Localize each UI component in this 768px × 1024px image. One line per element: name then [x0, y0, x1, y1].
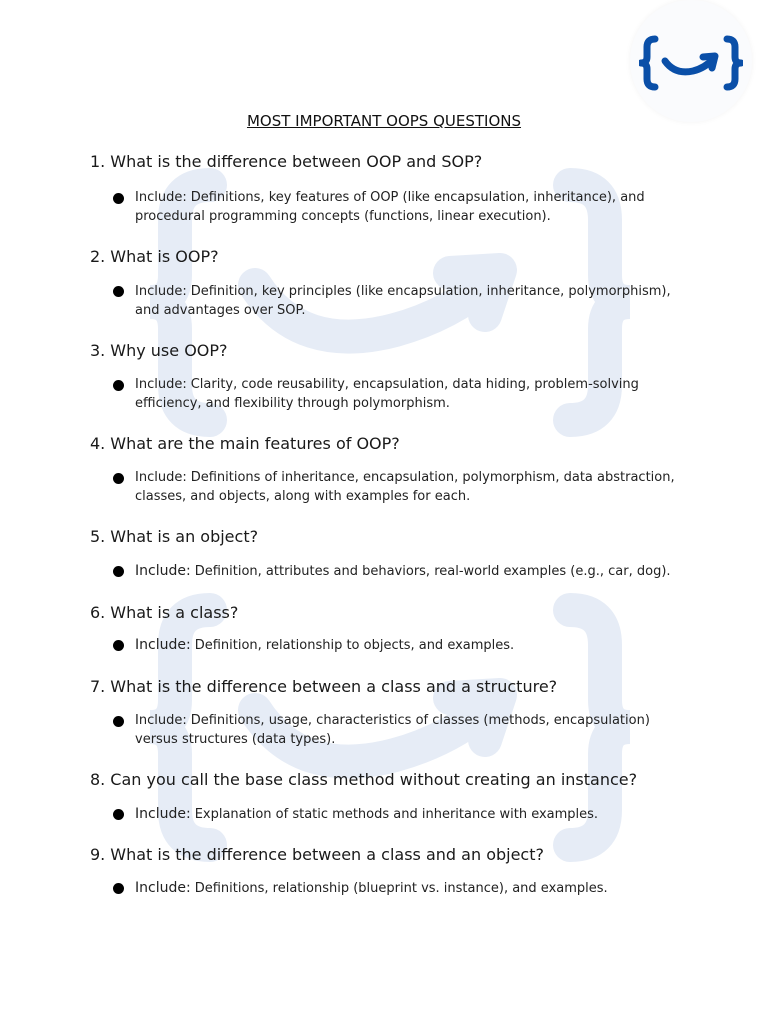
include-label: Include:: [135, 880, 191, 896]
detail-text: Explanation of static methods and inheritance with examples.: [194, 807, 599, 822]
bullet-icon: [113, 716, 124, 727]
question-detail: [135, 805, 695, 824]
question-text: Can you call the base class method without creating an instance?: [110, 770, 638, 789]
bullet-icon: [113, 193, 124, 204]
question-text: Why use OOP?: [110, 341, 228, 360]
bullet-icon: [113, 380, 124, 391]
include-label: Include:: [135, 377, 187, 392]
include-label: Include:: [135, 563, 191, 579]
include-label: Include:: [135, 284, 187, 299]
include-label: Include:: [135, 190, 187, 205]
include-label: Include:: [135, 470, 187, 485]
question-number: 5.: [90, 527, 106, 546]
question-heading: [90, 247, 219, 266]
question-text: What is the difference between a class and an object?: [110, 845, 544, 864]
question-detail: [135, 711, 695, 749]
question-detail: [135, 282, 695, 320]
bullet-icon: [113, 286, 124, 297]
detail-text: Definition, attributes and behaviors, real-world examples (e.g., car, dog).: [194, 564, 671, 579]
bullet-icon: [113, 640, 124, 651]
question-text: What is the difference between a class and a structure?: [110, 677, 558, 696]
question-text: What is a class?: [110, 603, 239, 622]
detail-text: Clarity, code reusability, encapsulation, data hiding, problem-solving efficiency, and flexibility through polymorphism.: [135, 377, 639, 411]
question-detail: [135, 468, 695, 506]
question-text: What is the difference between OOP and SOP?: [110, 152, 483, 171]
question-heading: [90, 677, 557, 696]
detail-text: Definition, relationship to objects, and examples.: [194, 638, 515, 653]
question-heading: [90, 527, 258, 546]
question-heading: [90, 603, 238, 622]
question-number: 2.: [90, 247, 106, 266]
question-heading: [90, 770, 637, 789]
detail-text: Definition, key principles (like encapsulation, inheritance, polymorphism), and advantages over SOP.: [135, 284, 671, 318]
detail-text: Definitions, relationship (blueprint vs. instance), and examples.: [194, 881, 608, 896]
detail-text: Definitions, key features of OOP (like encapsulation, inheritance), and procedural programming concepts (functions, linear execution).: [135, 190, 645, 224]
question-detail: [135, 562, 695, 581]
question-number: 8.: [90, 770, 106, 789]
include-label: Include:: [135, 637, 191, 653]
include-label: Include:: [135, 713, 187, 728]
page-title: MOST IMPORTANT OOPS QUESTIONS: [246, 112, 522, 130]
question-detail: [135, 879, 695, 898]
question-heading: [90, 341, 228, 360]
question-text: What is an object?: [110, 527, 259, 546]
question-detail: [135, 636, 695, 655]
question-number: 9.: [90, 845, 106, 864]
bullet-icon: [113, 883, 124, 894]
question-text: What is OOP?: [110, 247, 219, 266]
bullet-icon: [113, 473, 124, 484]
detail-text: Definitions of inheritance, encapsulation, polymorphism, data abstraction, classes, and objects, along with examples for each.: [135, 470, 675, 504]
bullet-icon: [113, 809, 124, 820]
curly-brace-arrow-logo-icon: [639, 35, 743, 91]
question-heading: [90, 434, 400, 453]
bullet-icon: [113, 566, 124, 577]
include-label: Include:: [135, 806, 191, 822]
question-number: 6.: [90, 603, 106, 622]
question-heading: [90, 152, 482, 171]
question-number: 1.: [90, 152, 106, 171]
question-number: 7.: [90, 677, 106, 696]
question-number: 3.: [90, 341, 106, 360]
question-text: What are the main features of OOP?: [110, 434, 400, 453]
question-detail: [135, 375, 695, 413]
brand-logo: [630, 0, 752, 122]
question-number: 4.: [90, 434, 106, 453]
question-heading: [90, 845, 544, 864]
detail-text: Definitions, usage, characteristics of classes (methods, encapsulation) versus structures (data types).: [135, 713, 650, 747]
question-detail: [135, 188, 695, 226]
